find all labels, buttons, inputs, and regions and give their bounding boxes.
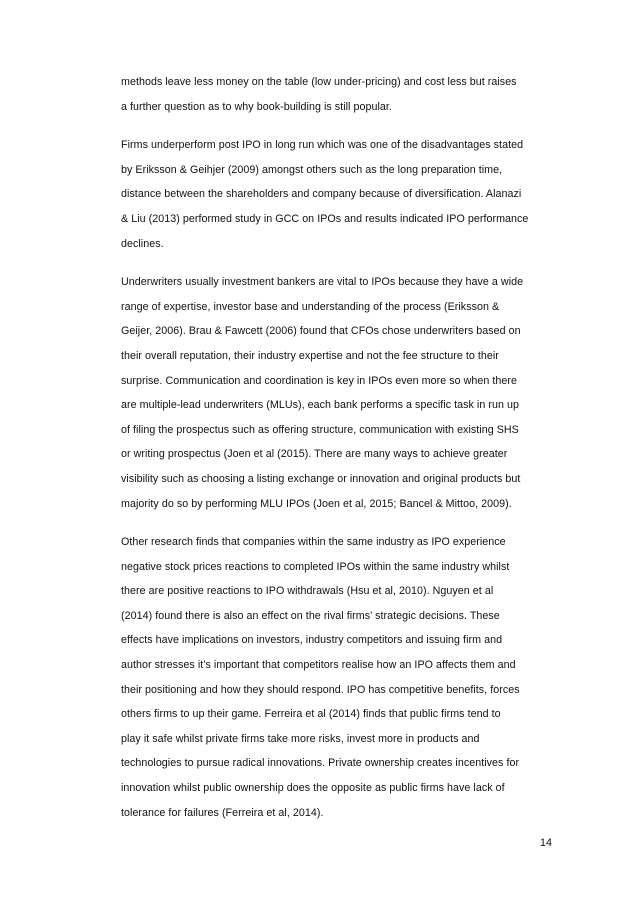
- text-line: of filing the prospectus such as offering structure, communication with existing SHS: [121, 423, 519, 436]
- text-line: declines.: [121, 237, 164, 250]
- text-line: negative stock prices reactions to completed IPOs within the same industry whilst: [121, 560, 510, 573]
- text-line: their overall reputation, their industry expertise and not the fee structure to their: [121, 349, 499, 362]
- text-line: visibility such as choosing a listing exchange or innovation and original products but: [121, 472, 521, 485]
- text-line: a further question as to why book-building is still popular.: [121, 100, 392, 113]
- text-line: technologies to pursue radical innovations. Private ownership creates incentives for: [121, 757, 520, 770]
- paragraph: [121, 270, 561, 516]
- text-line: tolerance for failures (Ferreira et al, 2014).: [121, 806, 324, 819]
- text-line: surprise. Communication and coordination is key in IPOs even more so when there: [121, 374, 518, 387]
- text-line: others firms to up their game. Ferreira et al (2014) finds that public firms tend to: [121, 708, 501, 721]
- paragraph: [121, 70, 561, 119]
- text-line: distance between the shareholders and company because of diversification. Alanazi: [121, 188, 522, 201]
- text-line: effects have implications on investors, industry competitors and issuing firm and: [121, 634, 503, 647]
- text-line: (2014) found there is also an effect on the rival firms’ strategic decisions. These: [121, 609, 500, 622]
- text-line: innovation whilst public ownership does the opposite as public firms have lack of: [121, 782, 505, 795]
- body-text: [121, 70, 561, 839]
- text-line: methods leave less money on the table (low under-pricing) and cost less but raises: [121, 76, 517, 88]
- text-line: their positioning and how they should respond. IPO has competitive benefits, forces: [121, 683, 520, 696]
- text-line: Other research finds that companies within the same industry as IPO experience: [121, 536, 506, 549]
- text-line: by Eriksson & Geihjer (2009) amongst others such as the long preparation time,: [121, 163, 503, 176]
- text-line: or writing prospectus (Joen et al (2015). There are many ways to achieve greater: [121, 448, 508, 461]
- text-line: majority do so by performing MLU IPOs (Joen et al, 2015; Bancel & Mittoo, 2009).: [121, 497, 512, 510]
- text-line: Firms underperform post IPO in long run which was one of the disadvantages stated: [121, 139, 524, 152]
- text-line: author stresses it’s important that competitors realise how an IPO affects them and: [121, 659, 516, 672]
- text-line: there are positive reactions to IPO withdrawals (Hsu et al, 2010). Nguyen et al: [121, 585, 494, 598]
- paragraph: [121, 530, 561, 825]
- text-line: play it safe whilst private firms take more risks, invest more in products and: [121, 732, 480, 745]
- page-number: 14: [540, 837, 552, 849]
- text-line: range of expertise, investor base and understanding of the process (Eriksson &: [121, 300, 500, 313]
- text-line: Geijer, 2006). Brau & Fawcett (2006) found that CFOs chose underwriters based on: [121, 325, 521, 338]
- text-line: & Liu (2013) performed study in GCC on IPOs and results indicated IPO performance: [121, 212, 529, 225]
- text-line: Underwriters usually investment bankers are vital to IPOs because they have a wide: [121, 276, 524, 289]
- text-line: are multiple-lead underwriters (MLUs), each bank performs a specific task in run up: [121, 399, 519, 412]
- paragraph: [121, 133, 561, 256]
